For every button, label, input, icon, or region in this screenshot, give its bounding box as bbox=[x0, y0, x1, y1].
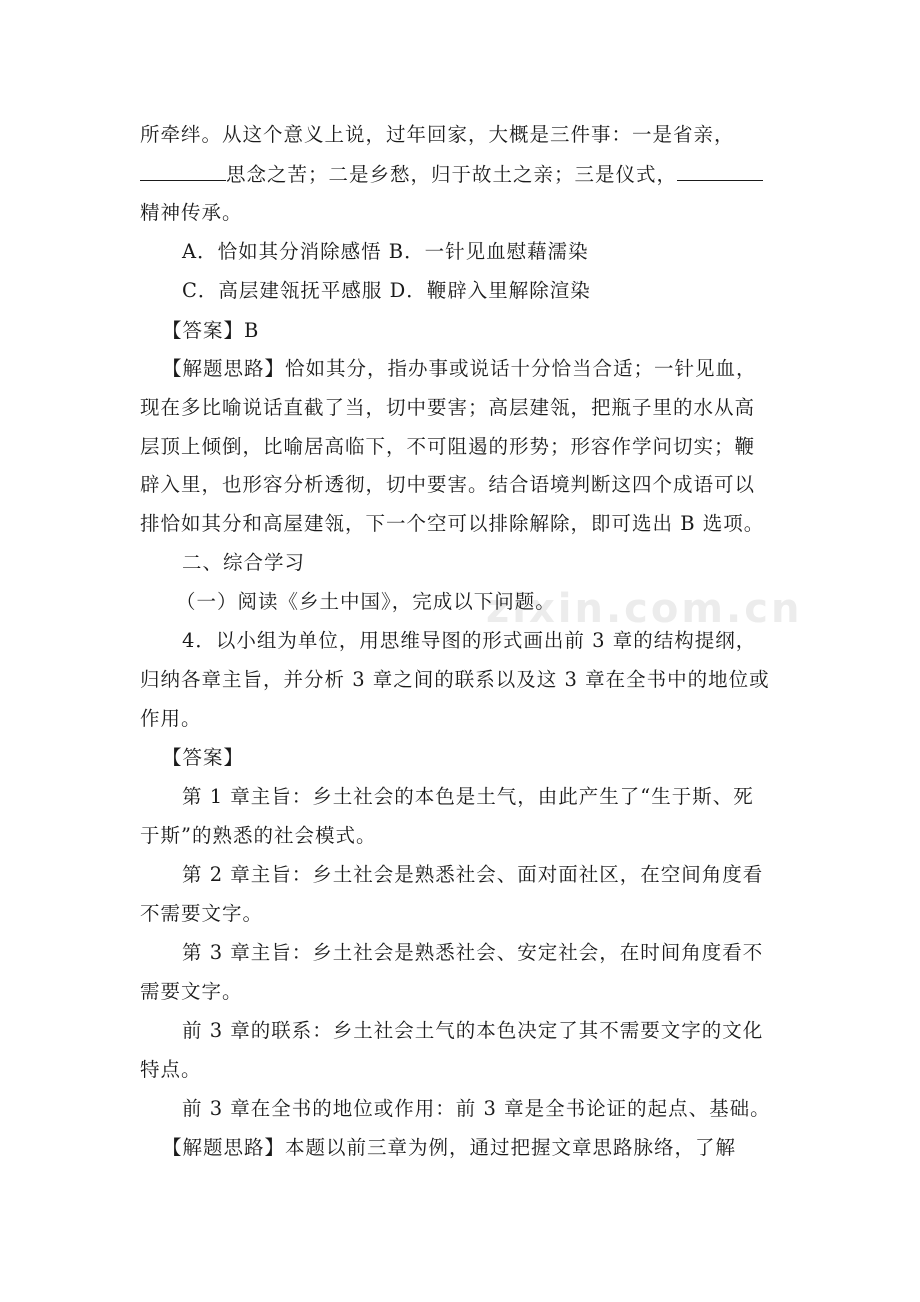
fill-blank-1 bbox=[140, 162, 226, 181]
section-heading: 二、综合学习 bbox=[182, 551, 306, 574]
question-line: 4．以小组为单位，用思维导图的形式画出前 3 章的结构提纲， bbox=[182, 629, 757, 652]
answer-line: 前 3 章在全书的地位或作用：前 3 章是全书论证的起点、基础。 bbox=[182, 1097, 771, 1120]
answer-line: 前 3 章的联系：乡土社会土气的本色决定了其不需要文字的文化 bbox=[182, 1019, 764, 1042]
explanation-line: 【解题思路】本题以前三章为例，通过把握文章思路脉络，了解 bbox=[162, 1136, 737, 1159]
text-line: 精神传承。 bbox=[140, 201, 243, 224]
answer-line: 第 1 章主旨：乡土社会的本色是土气，由此产生了“生于斯、死 bbox=[182, 785, 754, 808]
explanation-line: 辟入里，也形容分析透彻，切中要害。结合语境判断这四个成语可以 bbox=[140, 473, 756, 496]
question-line: 作用。 bbox=[140, 707, 202, 730]
explanation-line: 排恰如其分和高屋建瓴，下一个空可以排除解除，即可选出 B 选项。 bbox=[140, 512, 765, 535]
answer-line: 特点。 bbox=[140, 1058, 202, 1081]
answer-line: 需要文字。 bbox=[140, 980, 243, 1003]
fill-blank-2 bbox=[677, 162, 763, 181]
answer-line: 第 2 章主旨：乡土社会是熟悉社会、面对面社区，在空间角度看 bbox=[182, 863, 764, 886]
explanation-line: 现在多比喻说话直截了当，切中要害；高层建瓴，把瓶子里的水从高 bbox=[140, 396, 756, 419]
explanation-line: 层顶上倾倒，比喻居高临下，不可阻遏的形势；形容作学问切实；鞭 bbox=[140, 435, 756, 458]
answer-line: 第 3 章主旨：乡土社会是熟悉社会、安定社会，在时间角度看不 bbox=[182, 941, 764, 964]
text-line: 所牵绊。从这个意义上说，过年回家，大概是三件事：一是省亲， bbox=[140, 123, 735, 146]
question-line: 归纳各章主旨，并分析 3 章之间的联系以及这 3 章在全书中的地位或 bbox=[140, 668, 770, 691]
text-segment: 思念之苦；二是乡愁，归于故土之亲；三是仪式， bbox=[226, 163, 678, 186]
answer-line: 不需要文字。 bbox=[140, 902, 264, 925]
answer-label: 【答案】B bbox=[162, 319, 260, 342]
answer-line: 于斯”的熟悉的社会模式。 bbox=[140, 824, 377, 847]
option-line-a-b: A．恰如其分消除感悟 B．一针见血慰藉濡染 bbox=[182, 240, 589, 263]
subsection-heading: （一）阅读《乡土中国》，完成以下问题。 bbox=[176, 590, 556, 613]
option-line-c-d: C．高层建瓴抚平感服 D．鞭辟入里解除渲染 bbox=[182, 279, 591, 302]
explanation-line: 【解题思路】恰如其分，指办事或说话十分恰当合适；一针见血， bbox=[162, 357, 757, 380]
text-line-with-blanks bbox=[140, 162, 763, 188]
answer-label: 【答案】 bbox=[162, 746, 245, 769]
watermark: zixin.com.cn bbox=[486, 586, 803, 632]
